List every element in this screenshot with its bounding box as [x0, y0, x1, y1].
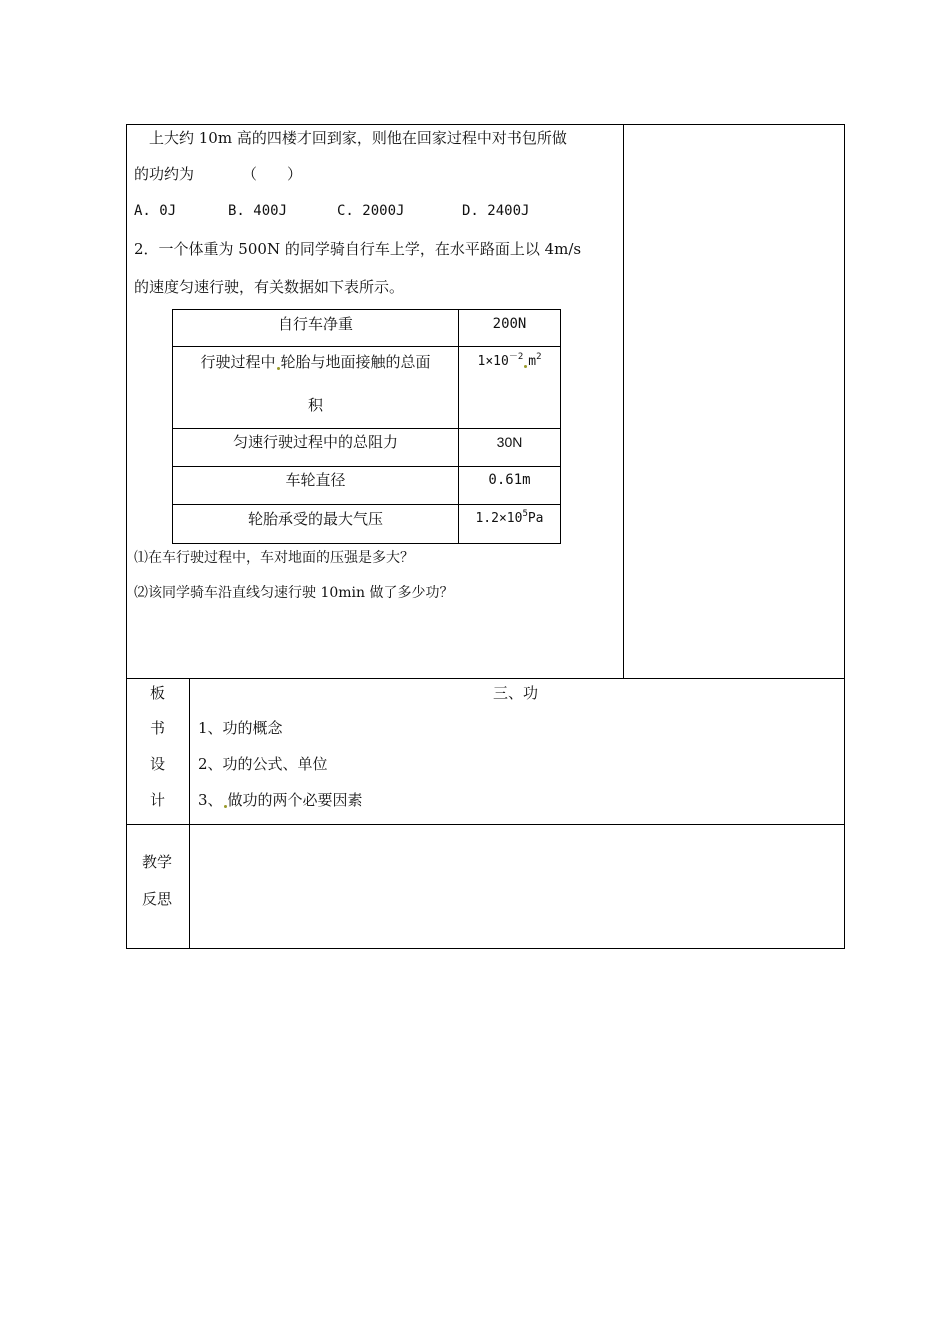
option-b: B. 400J: [228, 203, 288, 219]
mark-dot: [524, 365, 527, 368]
board-title: 三、功: [493, 684, 539, 702]
max-pressure-label: 轮胎承受的最大气压: [247, 510, 383, 528]
option-d: D. 2400J: [462, 203, 530, 219]
max-pressure-value: $1.2\times 10^5Pa$: [475, 508, 544, 526]
option-a: A. 0J: [134, 203, 177, 219]
board-item-1: 1、功的概念: [198, 719, 283, 737]
question-2-line-2: 的速度匀速行驶，有关数据如下表所示。: [134, 278, 405, 296]
right-column-divider: [623, 124, 624, 678]
net-weight-label: 自行车净重: [277, 315, 353, 333]
board-item-3: 3、 做功的两个必要因素: [198, 791, 363, 809]
reflection-label-2: 反思: [142, 890, 173, 908]
question-line-1: 上大约 10m 高的四楼才回到家，则他在回家过程中对书包所做: [149, 129, 567, 147]
board-label-4: 计: [150, 791, 166, 809]
sub-question-2: ⑵该同学骑车沿直线匀速行驶 10min 做了多少功？: [134, 585, 454, 601]
row-divider-1: [126, 678, 845, 679]
answer-blank: （ ）: [242, 165, 303, 183]
contact-area-label-cont: 积: [307, 396, 323, 414]
resistance-value: 30N: [496, 434, 523, 450]
sub-question-1: ⑴在车行驶过程中，车对地面的压强是多大？: [134, 550, 414, 566]
question-line-2: [134, 165, 302, 183]
board-item-2: 2、功的公式、单位: [198, 755, 328, 773]
reflection-label-1: 教学: [142, 853, 173, 871]
mark-dot: [224, 805, 227, 808]
contact-area-value: $1\times 10^{-2}$ $m^2$: [477, 351, 542, 369]
resistance-label: 匀速行驶过程中的总阻力: [232, 433, 398, 451]
option-c: C. 2000J: [337, 203, 405, 219]
reflection-content[interactable]: [190, 825, 844, 948]
contact-area-label: 行驶过程中 轮胎与地面接触的总面: [200, 353, 431, 371]
mark-dot: [277, 367, 280, 370]
question-2-line-1: 2．一个体重为 500N 的同学骑自行车上学，在水平路面上以 4m/s: [134, 240, 582, 258]
wheel-diameter-value: 0.61m: [488, 472, 531, 488]
net-weight-value: 200N: [492, 316, 527, 332]
question-stem: 的功约为: [134, 165, 195, 183]
board-label-2: 书: [150, 719, 166, 737]
wheel-diameter-label: 车轮直径: [285, 471, 346, 489]
board-label-3: 设: [150, 755, 166, 773]
board-label-1: 板: [150, 684, 166, 702]
